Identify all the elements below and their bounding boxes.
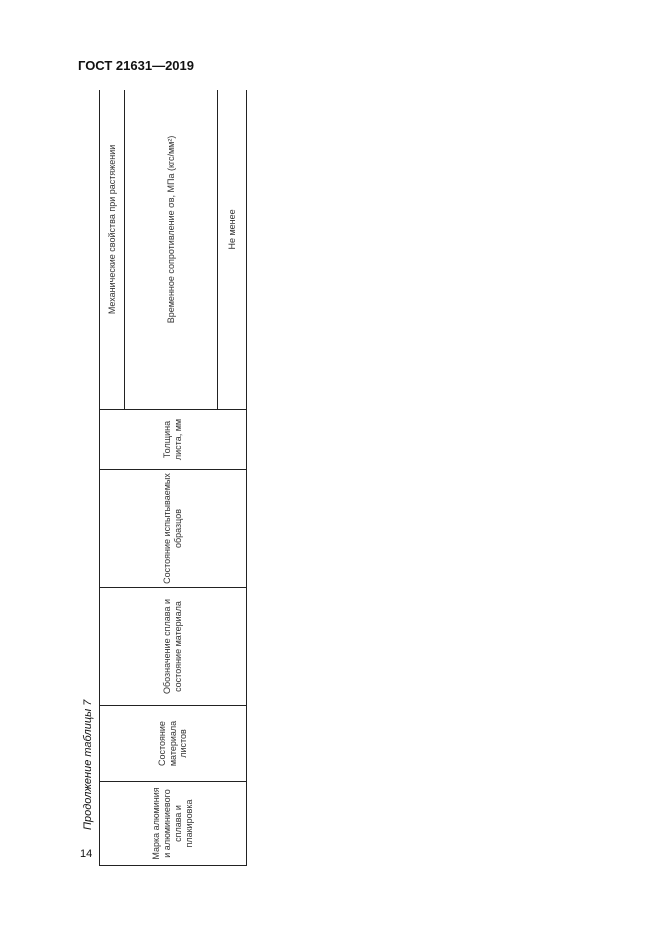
document-title: ГОСТ 21631—2019 bbox=[78, 58, 194, 73]
header-grade: Марка алюминия и алюминиевого сплава и плакировка bbox=[100, 782, 247, 866]
header-tensile: Временное сопротивление σв, МПа (кгс/мм²) bbox=[125, 90, 218, 410]
header-sheet-state: Состояние материала листов bbox=[100, 706, 247, 782]
header-designation: Обозначение сплава и состояние материала bbox=[100, 588, 247, 706]
header-not-less: Не менее bbox=[218, 90, 247, 410]
header-specimen-state: Состояние испытываемых образцов bbox=[100, 470, 247, 588]
header-mech-group: Механические свойства при растяжении bbox=[100, 90, 125, 410]
page-number: 14 bbox=[80, 848, 93, 860]
table-frame bbox=[99, 90, 619, 866]
properties-table bbox=[99, 90, 247, 866]
rotated-table-container bbox=[99, 90, 619, 866]
table-caption: Продолжение таблицы 7 bbox=[82, 699, 94, 830]
header-thickness: Толщина листа, мм bbox=[100, 410, 247, 470]
